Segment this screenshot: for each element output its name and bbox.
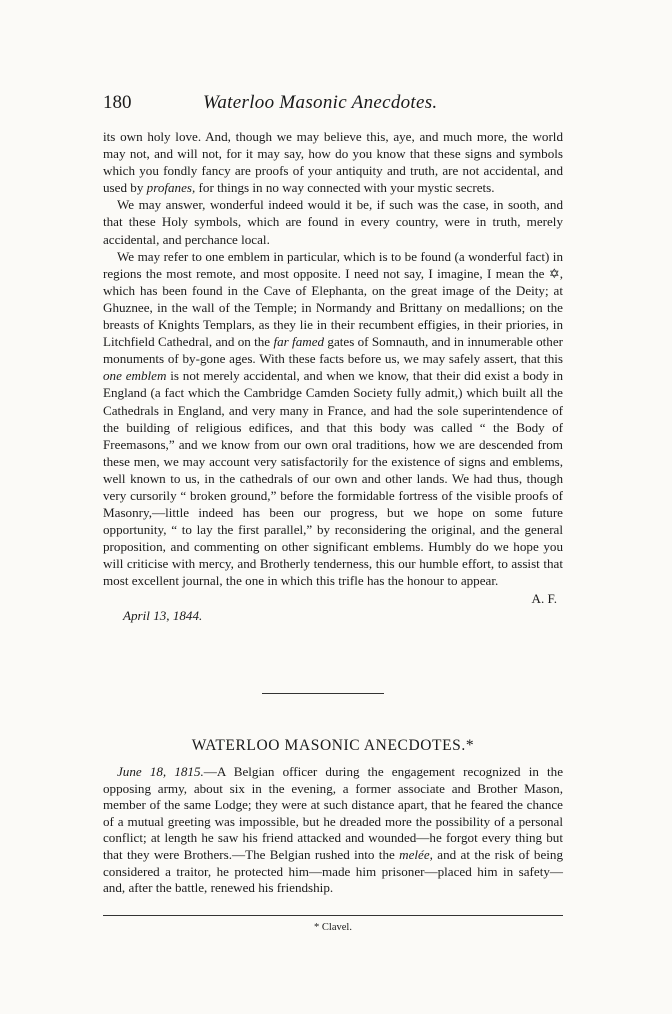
page-number: 180 — [103, 92, 132, 113]
letter-date: April 13, 1844. — [123, 607, 203, 623]
signature: A. F. — [531, 590, 557, 606]
letter-paragraph-3: We may refer to one emblem in particular, which is to be found (a wonderful fact) in regions the most remote, and most opposite. I need not say, I imagine, I mean the ✡, which has been found in the Cave of Elephanta, on the great image of the Deity; at Ghuznee, in the wall of the Temple; in Normandy and Brittany on medallions; on the breasts of Knights Templars, as they lie in their recumbent effigies, in their priories, in Litchfield Cathedral, and on the far famed gates of Somnauth, and in innumerable other monuments of by-gone ages. With these facts before us, we may safely assert, that this one emblem is not merely accidental, and when we know, that their did exist a body in England (a fact which the Cambridge Camden Society fully admit,) which built all the Cathedrals in England, and very many in France, and had the sole superintendence of the building of religious edifices, and that this body was called “ the Body of Freemasons,” and we know from our own oral traditions, how we are descended from these men, we may account very satisfactorily for the existence of signs and emblems, well known to us, in the cathedrals of our own and other lands. We had thus, though very cursorily “ broken ground,” before the formidable fortress of the visible proofs of Masonry,—little indeed has been our progress, but we hope on some future opportunity, “ to lay the first parallel,” by reconsidering the original, and the general proposition, and commenting on other significant emblems. Humbly do we hope you will criticise with mercy, and Brotherly tenderness, this our humble effort, to assist that most excellent journal, the one in which this trifle has the honour to appear. — [103, 248, 563, 589]
article-date: June 18, 1815. — [117, 764, 204, 779]
section-divider — [262, 693, 384, 694]
article-title: WATERLOO MASONIC ANECDOTES.* — [191, 737, 475, 754]
footnote: * Clavel. — [314, 922, 352, 933]
footnote-rule — [103, 915, 563, 916]
running-head: Waterloo Masonic Anecdotes. — [203, 92, 438, 113]
letter-paragraph-2: We may answer, wonderful indeed would it be, if such was the case, in sooth, and that these Holy symbols, which are found in every country, were in truth, merely accidental, and perchance local. — [103, 197, 563, 247]
article-paragraph: June 18, 1815.—A Belgian officer during the engagement recognized in the opposing army, about six in the evening, a former associate and Brother Mason, member of the same Lodge; they were at such distance apart, that he feared the chance of a mutual greeting was impossible, but he dreaded more the possibility of a personal conflict; at length he saw his friend attacked and wounded—he forgot every thing but that they were Brothers.—The Belgian rushed into the melée, and at the risk of being considered a traitor, he protected him—made him prisoner—placed him in safety—and, after the battle, renewed his friendship. — [103, 764, 564, 896]
letter-text — [103, 128, 563, 624]
star-seal-icon: ✡ — [548, 265, 560, 281]
letter-paragraph-1: its own holy love. And, though we may believe this, aye, and much more, the world may not, and will not, for it may say, how do you know that these signs and symbols which you fondly fancy are proofs of your antiquity and truth, are not accidental, and used by profanes, for things in no way connected with your mystic secrets. — [103, 129, 563, 196]
page-header — [103, 92, 563, 118]
article-text — [103, 764, 563, 897]
